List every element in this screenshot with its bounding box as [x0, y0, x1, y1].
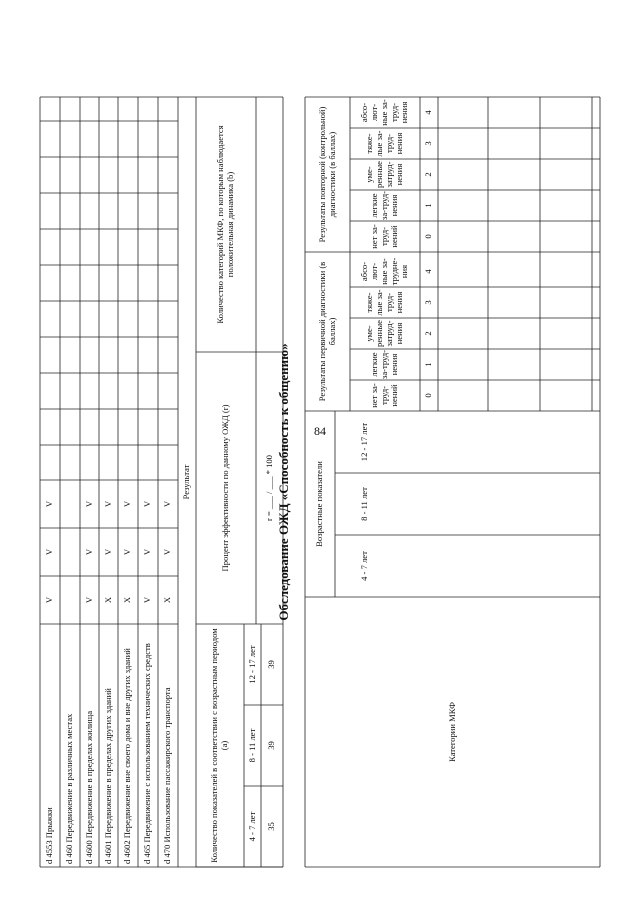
primary-level-header [350, 318, 420, 349]
repeat-level-header-text: абсо-лют-ные за-труд-нения [359, 99, 409, 126]
assessment-mark [158, 528, 178, 576]
primary-level-header-text: нет за-труд-нений [369, 383, 399, 408]
primary-level-header [350, 349, 420, 380]
repeat-score [420, 221, 438, 252]
age-group-label-text: 12 - 17 лет [246, 645, 257, 684]
primary-level-header [350, 256, 420, 287]
primary-score-text: 3 [423, 300, 434, 305]
primary-level-header [350, 287, 420, 318]
repeat-diagnostics-header [305, 97, 350, 252]
category-header-text: Категории МКФ [446, 702, 457, 762]
repeat-level-header [350, 190, 420, 221]
assessment-mark-text: V [44, 596, 55, 604]
assessment-mark [60, 528, 80, 576]
activity-row-label [118, 624, 138, 867]
efficiency-formula-text: r = ___ / ___ * 100 [263, 455, 274, 521]
repeat-score-text: 0 [423, 234, 434, 239]
assessment-mark-text: V [83, 500, 94, 508]
result-label-text: Результат [181, 464, 192, 500]
primary-diagnostics-header-text: Результаты первичной диагностики (в баллах) [316, 261, 337, 402]
assessment-mark [60, 576, 80, 624]
repeat-score-text: 3 [423, 141, 434, 146]
assessment-mark [40, 576, 60, 624]
repeat-level-header-text: легкие за-труд-нения [369, 190, 399, 221]
primary-level-header-text: уме-ренные затруд-нения [364, 320, 404, 347]
activity-row-label-text: d 4600 Передвижение в пределах жилища [83, 710, 94, 864]
activity-row-label [158, 624, 178, 867]
repeat-score [420, 190, 438, 221]
count-header [196, 624, 244, 867]
repeat-score [420, 128, 438, 159]
repeat-level-header-text: тяже-лые за-труд-нения [364, 130, 404, 157]
count-header-text: Количество показателей в соответствии с возрастным периодом (a) [209, 628, 229, 863]
assessment-mark [60, 480, 80, 528]
assessment-mark-text: V [44, 500, 55, 508]
repeat-level-header [350, 97, 420, 128]
age-group-column [335, 411, 395, 473]
assessment-mark-text: V [142, 500, 153, 508]
mkf-count-header [196, 97, 256, 352]
primary-level-header-text: тяже-лые за-труд-нения [364, 289, 404, 316]
activity-row-label-text: d 465 Передвижение с использованием технических средств [142, 643, 153, 864]
age-group-label-text: 8 - 11 лет [246, 728, 257, 763]
assessment-mark-text: V [122, 500, 133, 508]
activity-row-label-text: d 4553 Прыжки [44, 807, 55, 864]
age-header [305, 411, 335, 597]
assessment-mark [40, 480, 60, 528]
age-group-column-text: 8 - 11 лет [359, 487, 370, 521]
assessment-mark-text: V [83, 548, 94, 556]
primary-score [420, 380, 438, 411]
assessment-mark [138, 528, 158, 576]
assessment-mark [99, 528, 118, 576]
activity-row-label-text: d 470 Использование пассажирского транспорта [162, 687, 173, 864]
assessment-mark-text: V [162, 500, 173, 508]
age-group-label [244, 624, 261, 705]
primary-level-header-text: абсо-лют-ные за-трудне-ния [359, 257, 409, 286]
assessment-mark [158, 480, 178, 528]
repeat-score [420, 159, 438, 190]
repeat-score-text: 2 [423, 172, 434, 177]
assessment-mark [138, 576, 158, 624]
assessment-mark-text: V [44, 548, 55, 556]
page-number: 84 [314, 424, 326, 438]
percent-header [196, 352, 256, 624]
age-group-column-text: 4 - 7 лет [359, 551, 370, 581]
indicator-count-text: 39 [266, 741, 277, 750]
assessment-mark [40, 528, 60, 576]
assessment-mark [80, 480, 99, 528]
activity-row-label-text: d 4601 Передвижение в пределах других зданий [102, 688, 113, 864]
repeat-level-header-text: уме-ренные затруд-нения [364, 161, 404, 188]
assessment-mark [118, 528, 138, 576]
assessment-mark-text: V [162, 548, 173, 556]
activity-row-label [80, 624, 99, 867]
age-group-label [244, 786, 261, 867]
percent-header-text: Процент эффективности по данному ОЖД (r) [220, 404, 231, 572]
section-title: Обследование ОЖД «Способность к общению» [276, 343, 291, 621]
assessment-mark [80, 576, 99, 624]
age-group-column [335, 535, 395, 597]
repeat-level-header [350, 159, 420, 190]
rotated-page [40, 97, 600, 867]
assessment-mark-text: V [122, 548, 133, 556]
category-header [305, 597, 600, 867]
assessment-mark [158, 576, 178, 624]
age-header-text: Возрастные показатели [314, 461, 325, 547]
assessment-mark-text: V [142, 596, 153, 604]
primary-level-header-text: легкие за-труд-нения [369, 349, 399, 380]
assessment-mark [99, 480, 118, 528]
assessment-mark [99, 576, 118, 624]
repeat-level-header-text: нет за-труд-нений [369, 224, 399, 249]
age-group-column-text: 12 - 17 лет [359, 422, 370, 462]
indicator-count-text: 35 [266, 822, 277, 831]
assessment-mark [118, 576, 138, 624]
activity-row-label [60, 624, 80, 867]
repeat-level-header [350, 128, 420, 159]
indicator-count-text: 39 [266, 660, 277, 669]
primary-score-text: 4 [423, 269, 434, 274]
age-group-column [335, 473, 395, 535]
primary-score [420, 318, 438, 349]
assessment-mark [118, 480, 138, 528]
assessment-mark [80, 528, 99, 576]
assessment-mark-text: X [102, 596, 113, 604]
primary-score [420, 349, 438, 380]
repeat-score-text: 1 [423, 203, 434, 208]
activity-row-label-text: d 460 Передвижение в различных местах [64, 713, 75, 864]
activity-row-label [40, 624, 60, 867]
age-group-label [244, 705, 261, 786]
repeat-score [420, 97, 438, 128]
primary-score-text: 2 [423, 331, 434, 336]
activity-row-label-text: d 4602 Передвижение вне своего дома и вне других зданий [122, 648, 133, 864]
assessment-mark-text: V [102, 500, 113, 508]
primary-score [420, 256, 438, 287]
repeat-level-header [350, 221, 420, 252]
assessment-mark-text: X [122, 596, 133, 604]
primary-score [420, 287, 438, 318]
primary-diagnostics-header [305, 252, 350, 411]
primary-score-text: 1 [423, 362, 434, 367]
age-group-label-text: 4 - 7 лет [246, 811, 257, 842]
assessment-mark-text: V [102, 548, 113, 556]
assessment-mark-text: V [83, 596, 94, 604]
primary-level-header [350, 380, 420, 411]
repeat-diagnostics-header-text: Результаты повторной (контрольной) диагностики (в баллах) [316, 106, 337, 243]
assessment-mark [138, 480, 158, 528]
result-label [178, 97, 196, 867]
assessment-mark-text: X [162, 596, 173, 604]
assessment-mark-text: V [142, 548, 153, 556]
primary-score-text: 0 [423, 393, 434, 398]
activity-row-label [99, 624, 118, 867]
mkf-count-header-text: Количество категорий МКФ, по которым наблюдается положительная динамика (b) [215, 125, 235, 324]
activity-row-label [138, 624, 158, 867]
repeat-score-text: 4 [423, 110, 434, 115]
